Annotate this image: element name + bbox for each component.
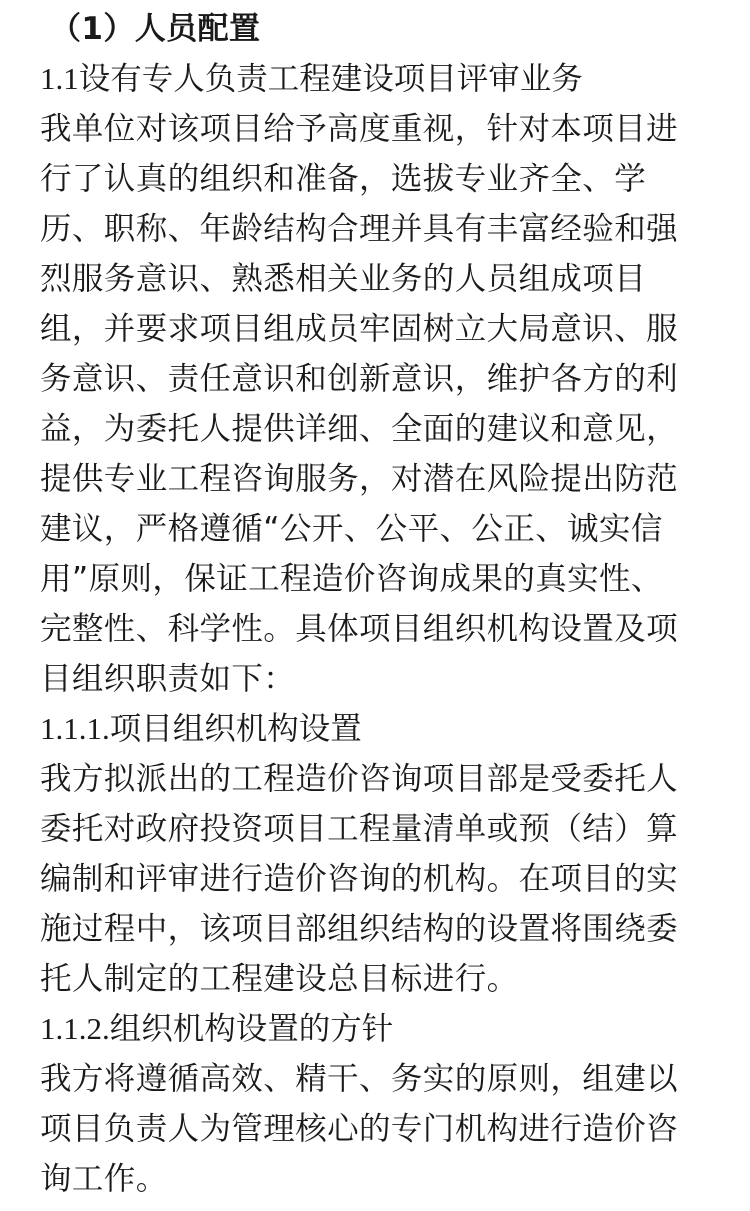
paragraph-line: 编制和评审进行造价咨询的机构。在项目的实 <box>40 861 679 897</box>
paragraph-line: 施过程中，该项目部组织结构的设置将围绕委 <box>40 911 679 947</box>
paragraph-line: 托人制定的工程建设总目标进行。 <box>40 961 519 997</box>
paragraph-line: 完整性、科学性。具体项目组织机构设置及项 <box>40 611 679 647</box>
paragraph-line: 我单位对该项目给予高度重视，针对本项目进 <box>40 111 679 147</box>
paragraph-line: 用”原则，保证工程造价咨询成果的真实性、 <box>40 561 663 597</box>
subsection-1-1-title: 设有专人负责工程建设项目评审业务 <box>78 61 583 97</box>
subsection-1-1-2-title: 组织机构设置的方针 <box>109 1011 394 1047</box>
paragraph-line: 委托对政府投资项目工程量清单或预（结）算 <box>40 811 679 847</box>
paragraph-line: 组，并要求项目组成员牢固树立大局意识、服 <box>40 311 679 347</box>
paragraph-2 <box>40 754 720 1004</box>
subsection-1-1-2-heading <box>40 1004 720 1054</box>
paragraph-line: 提供专业工程咨询服务，对潜在风险提出防范 <box>40 461 679 497</box>
subsection-1-1-2-number: 1.1.2. <box>40 1011 110 1046</box>
paragraph-line: 询工作。 <box>40 1161 168 1197</box>
subsection-1-1-heading <box>40 54 720 104</box>
paragraph-line: 历、职称、年龄结构合理并具有丰富经验和强 <box>40 211 679 247</box>
paragraph-line: 务意识、责任意识和创新意识，维护各方的利 <box>40 361 679 397</box>
section-heading: （1）人员配置 <box>50 11 261 47</box>
paragraph-line: 项目负责人为管理核心的专门机构进行造价咨 <box>40 1111 679 1147</box>
paragraph-line: 目组织职责如下： <box>40 661 296 697</box>
paragraph-line: 行了认真的组织和准备，选拔专业齐全、学 <box>40 161 647 197</box>
subsection-1-1-1-heading <box>40 704 720 754</box>
paragraph-line: 烈服务意识、熟悉相关业务的人员组成项目 <box>40 261 647 297</box>
subsection-1-1-1-number: 1.1.1. <box>40 711 110 746</box>
document-page <box>40 4 720 1204</box>
paragraph-line: 我方拟派出的工程造价咨询项目部是受委托人 <box>40 761 679 797</box>
paragraph-line: 我方将遵循高效、精干、务实的原则，组建以 <box>40 1061 679 1097</box>
paragraph-line: 益，为委托人提供详细、全面的建议和意见， <box>40 411 679 447</box>
subsection-1-1-number: 1.1 <box>40 61 79 96</box>
paragraph-3 <box>40 1054 720 1204</box>
subsection-1-1-1-title: 项目组织机构设置 <box>109 711 362 747</box>
paragraph-line: 建议，严格遵循“公开、公平、公正、诚实信 <box>40 511 663 547</box>
paragraph-1 <box>40 104 720 704</box>
